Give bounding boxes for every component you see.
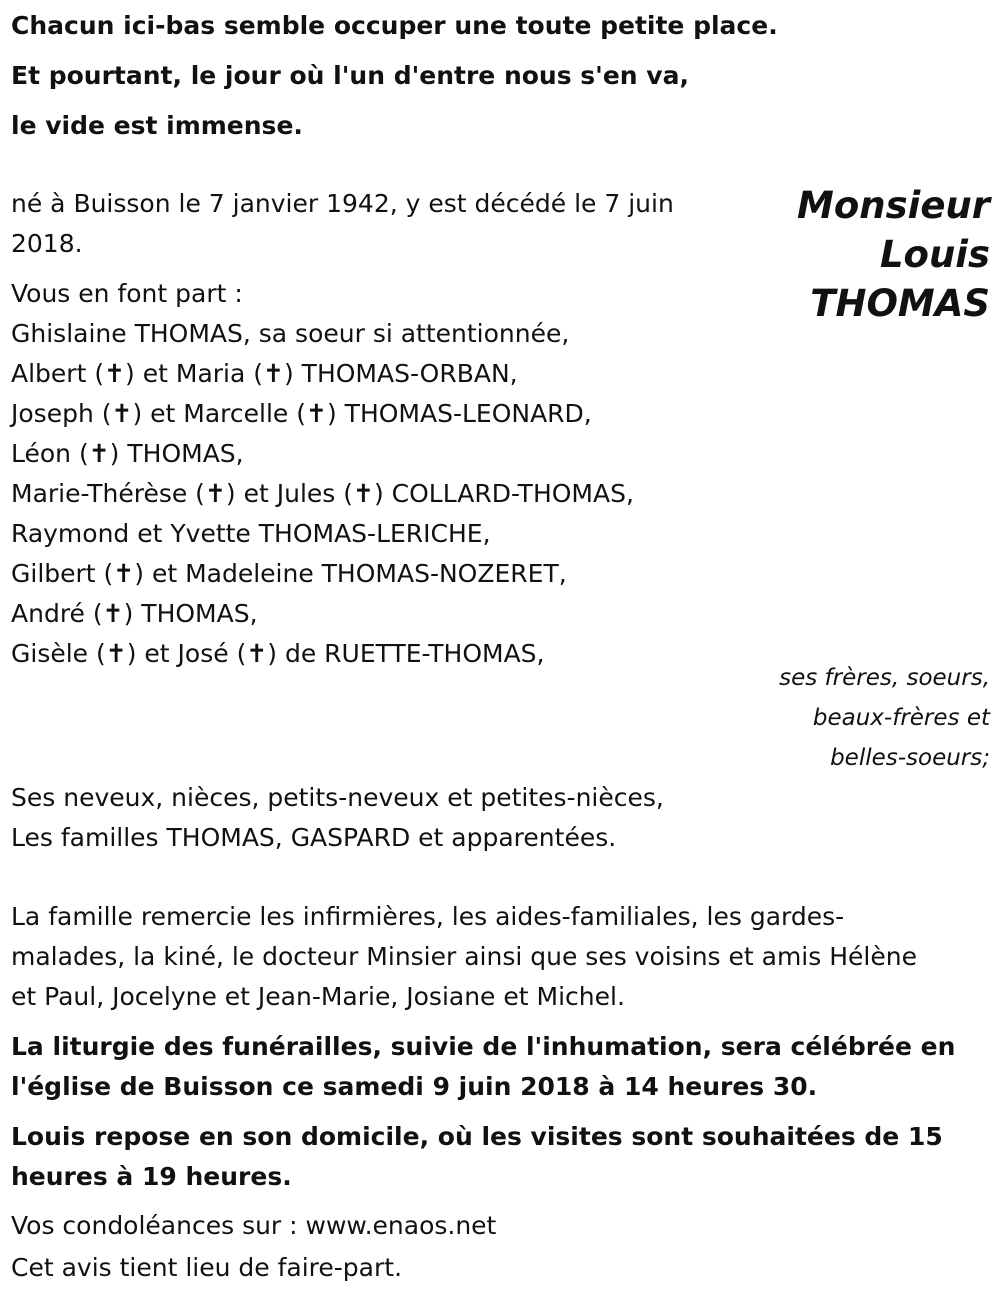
family-text: ) et José ( [126, 639, 247, 668]
family-text: Joseph ( [11, 399, 112, 428]
deceased-title: Monsieur [797, 184, 990, 227]
cross-icon: ✝ [263, 359, 284, 388]
epigraph-line-2: Et pourtant, le jour où l'un d'entre nous s'en va, [11, 61, 689, 90]
cross-icon: ✝ [353, 479, 374, 508]
family-member-line [11, 314, 569, 354]
family-member-line [11, 554, 567, 594]
family-text: ) et Marcelle ( [132, 399, 307, 428]
relationship-line-3: belles-soeurs; [830, 745, 990, 771]
family-member-line [11, 474, 634, 514]
extended-family-line-1: Ses neveux, nièces, petits-neveux et petites-nièces, [11, 783, 664, 812]
extended-family-line-2: Les familles THOMAS, GASPARD et apparentées. [11, 823, 617, 852]
family-member-line [11, 634, 545, 674]
birth-death-line-2: 2018. [11, 229, 83, 258]
condolences-text: Vos condoléances sur : www.enaos.net [11, 1211, 497, 1240]
cross-icon: ✝ [306, 399, 327, 428]
family-text: ) et Maria ( [125, 359, 264, 388]
thanks-line-1: La famille remercie les infirmières, les aides-familiales, les gardes- [11, 902, 845, 931]
cross-icon: ✝ [105, 639, 127, 668]
family-text: ) et Madeleine THOMAS-NOZERET, [134, 559, 567, 588]
cross-icon: ✝ [102, 599, 124, 628]
closing-text: Cet avis tient lieu de faire-part. [11, 1253, 403, 1282]
family-member-line [11, 434, 244, 474]
deceased-last-name: THOMAS [810, 282, 990, 325]
cross-icon: ✝ [246, 639, 268, 668]
family-text: Albert ( [11, 359, 105, 388]
epigraph-line-1: Chacun ici-bas semble occuper une toute petite place. [11, 11, 778, 40]
visits-line-1: Louis repose en son domicile, où les visites sont souhaitées de 15 [11, 1122, 943, 1151]
family-member-line [11, 394, 592, 434]
cross-icon: ✝ [113, 559, 135, 588]
relationship-line-2: beaux-frères et [812, 705, 990, 731]
family-member-line [11, 514, 491, 554]
family-text: Gilbert ( [11, 559, 114, 588]
family-text: Raymond et Yvette THOMAS-LERICHE, [11, 519, 491, 548]
cross-icon: ✝ [204, 479, 226, 508]
cross-icon: ✝ [111, 399, 133, 428]
family-text: Ghislaine THOMAS, sa soeur si attentionnée, [11, 319, 570, 348]
visits-line-2: heures à 19 heures. [11, 1162, 292, 1191]
relationship-line-1: ses frères, soeurs, [779, 665, 990, 691]
family-member-line [11, 594, 258, 634]
thanks-line-2: malades, la kiné, le docteur Minsier ainsi que ses voisins et amis Hélène [11, 942, 917, 971]
cross-icon: ✝ [104, 359, 126, 388]
family-text: Marie-Thérèse ( [11, 479, 205, 508]
thanks-line-3: et Paul, Jocelyne et Jean-Marie, Josiane et Michel. [11, 982, 625, 1011]
announcement-intro: Vous en font part : [11, 279, 243, 308]
family-text: ) THOMAS, [109, 439, 244, 468]
family-text: Gisèle ( [11, 639, 106, 668]
family-text: ) de RUETTE-THOMAS, [267, 639, 545, 668]
family-text: ) et Jules ( [225, 479, 353, 508]
epigraph-line-3: le vide est immense. [11, 111, 303, 140]
funeral-line-2: l'église de Buisson ce samedi 9 juin 2018 à 14 heures 30. [11, 1072, 818, 1101]
family-text: ) THOMAS-LEONARD, [326, 399, 592, 428]
family-text: André ( [11, 599, 103, 628]
deceased-first-name: Louis [879, 233, 990, 276]
family-member-line [11, 354, 518, 394]
birth-death-line-1: né à Buisson le 7 janvier 1942, y est décédé le 7 juin [11, 189, 674, 218]
family-text: ) COLLARD-THOMAS, [373, 479, 634, 508]
family-text: Léon ( [11, 439, 89, 468]
cross-icon: ✝ [88, 439, 110, 468]
family-text: ) THOMAS-ORBAN, [283, 359, 518, 388]
family-text: ) THOMAS, [123, 599, 258, 628]
funeral-line-1: La liturgie des funérailles, suivie de l'inhumation, sera célébrée en [11, 1032, 956, 1061]
